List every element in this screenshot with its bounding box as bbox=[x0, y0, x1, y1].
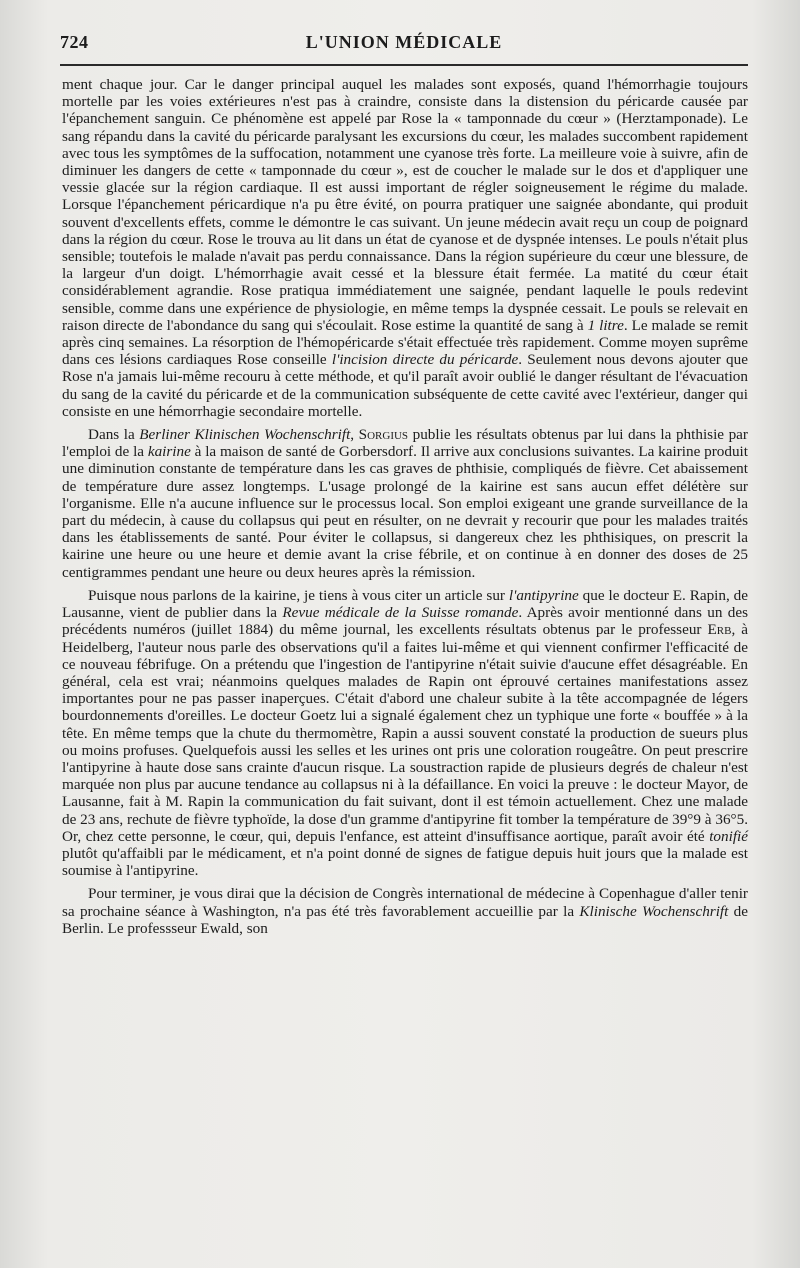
italic-text: kairine bbox=[147, 443, 191, 461]
paragraph-p1 bbox=[62, 76, 748, 420]
text-run: . Après avoir mentionné dans un des précédents numéros (juillet 1884) du même journal, les excellents résultats obtenus par le professeur bbox=[62, 604, 748, 639]
italic-text: 1 litre bbox=[587, 316, 624, 334]
text-run: , bbox=[350, 426, 359, 444]
paragraph-p4 bbox=[62, 885, 748, 937]
running-title: L'UNION MÉDICALE bbox=[305, 32, 503, 52]
page-number: 724 bbox=[60, 32, 89, 52]
author-name: Erb bbox=[707, 621, 732, 639]
italic-text: l'incision directe du péricarde bbox=[331, 351, 519, 369]
text-run: Puisque nous parlons de la kairine, je tiens à vous citer un article sur bbox=[88, 586, 509, 604]
italic-text: tonifié bbox=[709, 827, 748, 845]
paragraph-p3 bbox=[62, 587, 748, 879]
text-run: que le docteur E. Rapin, de Lausanne, vient de publier dans la bbox=[62, 586, 748, 622]
italic-text: Berliner Klinischen Wochenschrift bbox=[139, 426, 351, 444]
text-run: publie les résultats obtenus par lui dans la phthisie par l'emploi de la bbox=[62, 426, 748, 461]
text-run: Pour terminer, je vous dirai que la décision de Congrès international de médecine à Copenhague d'aller tenir sa prochaine séance à Washington, n'a pas été très favorablement accueillie par la bbox=[62, 885, 748, 920]
author-name: Sorgius bbox=[358, 426, 409, 444]
italic-text: Revue médicale de la Suisse romande bbox=[282, 604, 519, 622]
text-run: de Berlin. Le professseur Ewald, son bbox=[62, 902, 748, 937]
body-text bbox=[62, 76, 748, 937]
text-run: à la maison de santé de Gorbersdorf. Il arrive aux conclusions suivantes. La kairine produit une diminution constante de température dans les cas graves de phthisie, compliqués de fièvre. Cet abaissement de température dure assez longtemps. L'usage prolongé de la kairine est sans aucun effet délétère sur l'organisme. Elle n'a aucune influence sur le processus local. Son emploi exigeant une grande surveillance de la part du médecin, à cause du collapsus qui peut en résulter, on ne devrait y recourir que pour les malades traités dans les établissements de santé. Pour éviter le collapsus, si dangereux chez les phthisiques, on prescrit la kairine une heure ou une heure et demie avant la crise fébrile, et on continue à en donner des doses de 25 centigrammes pendant une heure ou deux heures après la rémission. bbox=[62, 443, 748, 581]
italic-text: Klinische Wochenschrift bbox=[579, 902, 729, 920]
text-run: Dans la bbox=[88, 426, 140, 444]
text-run: plutôt qu'affaibli par le médicament, et n'a point donné de signes de fatigue depuis huit jours que la malade est soumise à l'antipyrine. bbox=[62, 844, 748, 880]
text-run: , à Heidelberg, l'auteur nous parle des observations qu'il a faites lui-même et qui viennent confirmer l'efficacité de ce nouveau fébrifuge. On a prétendu que l'ingestion de l'antipyrine n'était suivie d'aucune effet désagréable. En général, cela est vrai; néanmoins quelques malades de Rapin ont éprouvé certaines manifestations assez importantes pour ne pas passer inaperçues. C'était d'abord une chaleur subite à la tête accompagnée de légers bourdonnements d'oreilles. Le docteur Goetz lui a signalé également chez un typhique une forte « bouffée » à la tête. En même temps que la chute du thermomètre, Rapin a aussi souvent constaté la production de sueurs plus ou moins profuses. Quelquefois aussi les selles et les urines ont pris une coloration rougeâtre. On peut prescrire l'antipyrine à haute dose sans crainte d'aucun risque. La soustraction rapide de plusieurs degrés de chaleur n'est marquée non plus par aucune tendance au collapsus ni à la défaillance. En voici la preuve : le docteur Mayor, de Lausanne, fait à M. Rapin la communication du fait suivant, dont il est témoin actuellement. Chez une malade de 23 ans, rechute de fièvre typhoïde, la dose d'un gramme d'antipyrine fit tomber la température de 39°9 à 36°5. Or, chez cette personne, le cœur, qui, depuis l'enfance, est atteint d'insuffisance aortique, paraît avoir été bbox=[62, 621, 748, 845]
page-header bbox=[60, 30, 748, 58]
paragraph-p2 bbox=[62, 426, 748, 581]
text-run: . Seulement nous devons ajouter que Rose n'a jamais lui-même recouru à cette méthode, et qu'il paraît avoir oublié le danger résultant de l'évacuation du sang de la cavité du péricarde et de la communication subséquente de cette cavité avec l'extérieur, danger qui consiste en une hémorrhagie secondaire mortelle. bbox=[62, 351, 748, 420]
text-run: ment chaque jour. Car le danger principal auquel les malades sont exposés, quand l'hémorrhagie toujours mortelle par les voies extérieures n'est pas à craindre, consiste dans la distension du péricarde causée par l'épanchement sanguin. Ce phénomène est appelé par Rose la « tamponnade du cœur » (Herztamponade). Le sang répandu dans la cavité du péricarde paralysant les excursions du cœur, les malades succombent rapidement avec tous les symptômes de la suffocation, notamment une cyanose très forte. La meilleure voie à suivre, afin de diminuer les dangers de cette « tamponnade du cœur », est de coucher le malade sur le dos et d'appliquer une vessie glacée sur la région cardiaque. Il est aussi important de régler soigneusement le régime du malade. Lorsque l'épanchement péricardique n'a pu être évité, on pourra pratiquer une saignée abondante, qui produit souvent d'excellents effets, comme le démontre le cas suivant. Un jeune médecin avait reçu un coup de poignard dans la région du cœur. Rose le trouva au lit dans un état de cyanose et de dyspnée intenses. Le pouls n'était plus sensible; toutefois le malade n'avait pas perdu connaissance. Dans la région supérieure du cœur une blessure, de la largeur d'un doigt. L'hémorrhagie avait cessé et la blessure était fermée. La matité du cœur était considérablement agrandie. Rose pratiqua immédiatement une saignée, pendant laquelle le pouls redevint sensible, comme dans une expérience de physiologie, en même temps la dyspnée cessait. Le pouls se relevait en raison directe de l'abondance du sang qui s'écoulait. Rose estime la quantité de sang à bbox=[62, 76, 748, 334]
text-run: . Le malade se remit après cinq semaines. La résorption de l'hémopéricarde s'était effectuée très rapidement. Comme moyen suprême dans ces lésions cardiaques Rose conseille bbox=[62, 316, 748, 369]
italic-text: l'antipyrine bbox=[508, 586, 579, 604]
header-rule bbox=[60, 64, 748, 66]
